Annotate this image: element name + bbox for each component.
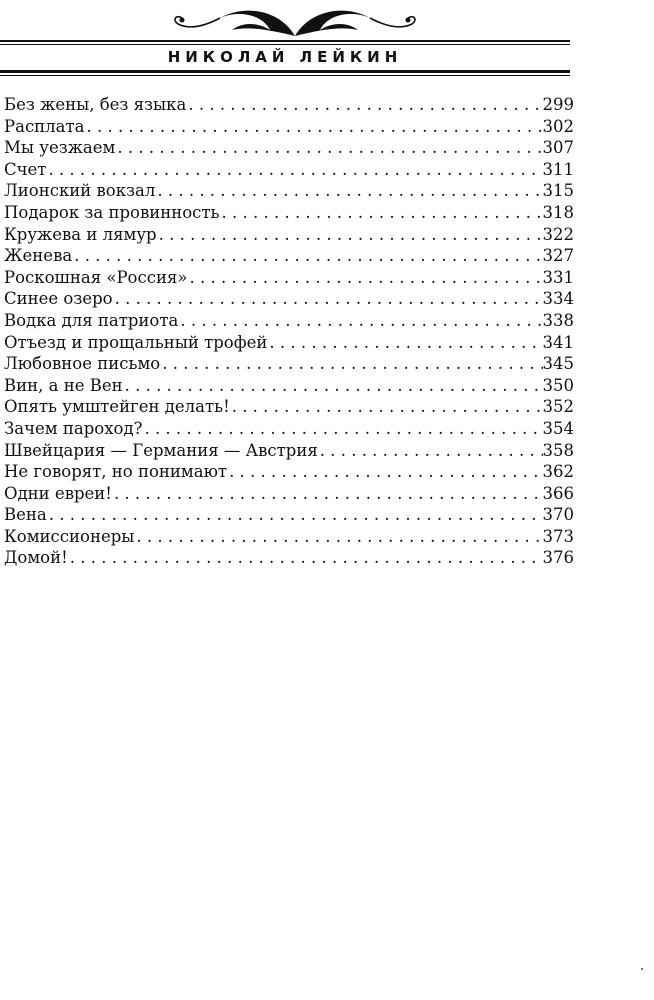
toc-entry — [4, 332, 574, 354]
dot-leader — [157, 224, 543, 246]
toc-entry-page: 327 — [542, 246, 574, 266]
dot-leader — [187, 267, 542, 289]
toc-entry-page: 376 — [542, 548, 574, 568]
header-rule-top — [0, 40, 570, 42]
dot-leader — [318, 440, 543, 462]
toc-entry-page: 366 — [542, 483, 574, 503]
dot-leader — [47, 504, 543, 526]
toc-entry-title: Опять умштейген делать! — [4, 397, 230, 417]
toc-entry-page: 331 — [542, 267, 574, 287]
toc-entry — [4, 288, 574, 310]
dot-leader — [72, 245, 542, 267]
toc-entry — [4, 94, 574, 116]
toc-entry-title: Расплата — [4, 116, 85, 136]
toc-entry-title: Швейцария — Германия — Австрия — [4, 440, 318, 460]
toc-entry-title: Водка для патриота — [4, 310, 179, 330]
toc-entry-page: 341 — [542, 332, 574, 352]
dot-leader — [46, 159, 542, 181]
toc-entry — [4, 245, 574, 267]
dot-leader — [84, 116, 542, 138]
toc-entry-title: Вена — [4, 505, 47, 525]
toc-entry-page: 358 — [542, 440, 574, 460]
toc-entry-page: 345 — [542, 354, 574, 374]
toc-entry-title: Без жены, без языка — [4, 95, 187, 114]
toc-entry — [4, 310, 574, 332]
dot-leader — [230, 396, 543, 418]
header-ornament — [150, 0, 440, 40]
toc-entry-title: Лионский вокзал — [4, 181, 156, 201]
toc-entry — [4, 353, 574, 375]
toc-entry-title: Любовное письмо — [4, 354, 161, 374]
toc-entry — [4, 418, 574, 440]
toc-entry-page: 362 — [542, 462, 574, 482]
toc-entry-page: 338 — [542, 310, 574, 330]
toc-entry-page: 318 — [542, 202, 574, 222]
running-head-author: НИКОЛАЙ ЛЕЙКИН — [167, 48, 403, 66]
dot-leader — [178, 310, 542, 332]
scan-speck — [641, 968, 643, 970]
dot-leader — [134, 526, 542, 548]
table-of-contents — [4, 94, 574, 569]
toc-entry — [4, 504, 574, 526]
toc-entry-title: Роскошная «Россия» — [4, 267, 188, 287]
toc-entry — [4, 224, 574, 246]
toc-entry-page: 370 — [542, 505, 574, 525]
toc-entry-page: 322 — [542, 224, 574, 244]
toc-entry — [4, 159, 574, 181]
toc-entry-title: Не говорят, но понимают — [4, 462, 228, 482]
toc-entry — [4, 526, 574, 548]
toc-entry-title: Комиссионеры — [4, 526, 135, 546]
toc-entry — [4, 137, 574, 159]
toc-entry — [4, 440, 574, 462]
toc-entry-page: 334 — [542, 289, 574, 309]
dot-leader — [113, 288, 543, 310]
header-rule-top-thin — [0, 44, 570, 45]
toc-entry — [4, 375, 574, 397]
dot-leader — [186, 94, 542, 116]
toc-entry-title: Кружева и лямур — [4, 224, 157, 244]
dot-leader — [115, 137, 542, 159]
dot-leader — [142, 418, 542, 440]
toc-entry — [4, 180, 574, 202]
toc-entry — [4, 267, 574, 289]
toc-entry-page: 299 — [542, 95, 574, 114]
toc-entry-title: Счет — [4, 159, 47, 179]
toc-entry-title: Синее озеро — [4, 289, 113, 309]
toc-entry-page: 307 — [542, 138, 574, 158]
toc-entry-title: Вин, а не Вен — [4, 375, 123, 395]
toc-entry-page: 354 — [542, 418, 574, 438]
toc-entry-title: Подарок за провинность — [4, 202, 220, 222]
toc-entry-page: 350 — [542, 375, 574, 395]
toc-entry-title: Женева — [4, 246, 73, 266]
dot-leader — [68, 547, 543, 569]
dot-leader — [155, 180, 542, 202]
toc-entry — [4, 202, 574, 224]
dot-leader — [220, 202, 543, 224]
toc-entry-page: 311 — [542, 159, 574, 179]
toc-entry-page: 373 — [542, 526, 574, 546]
toc-entry-title: Одни евреи! — [4, 483, 112, 503]
toc-entry-title: Отъезд и прощальный трофей — [4, 332, 268, 352]
toc-entry — [4, 396, 574, 418]
toc-entry-page: 302 — [542, 116, 574, 136]
toc-entry — [4, 461, 574, 483]
dot-leader — [160, 353, 542, 375]
header-rule-bottom — [0, 70, 570, 73]
toc-entry-page: 352 — [542, 397, 574, 417]
dot-leader — [267, 332, 542, 354]
dot-leader — [227, 461, 542, 483]
toc-entry-title: Домой! — [4, 548, 68, 568]
toc-entry — [4, 116, 574, 138]
header-rule-bottom-thin — [0, 75, 570, 76]
dot-leader — [112, 483, 543, 505]
toc-entry-title: Мы уезжаем — [4, 138, 116, 158]
toc-entry-title: Зачем пароход? — [4, 418, 143, 438]
toc-entry — [4, 547, 574, 569]
toc-entry — [4, 483, 574, 505]
dot-leader — [123, 375, 543, 397]
toc-entry-page: 315 — [542, 181, 574, 201]
